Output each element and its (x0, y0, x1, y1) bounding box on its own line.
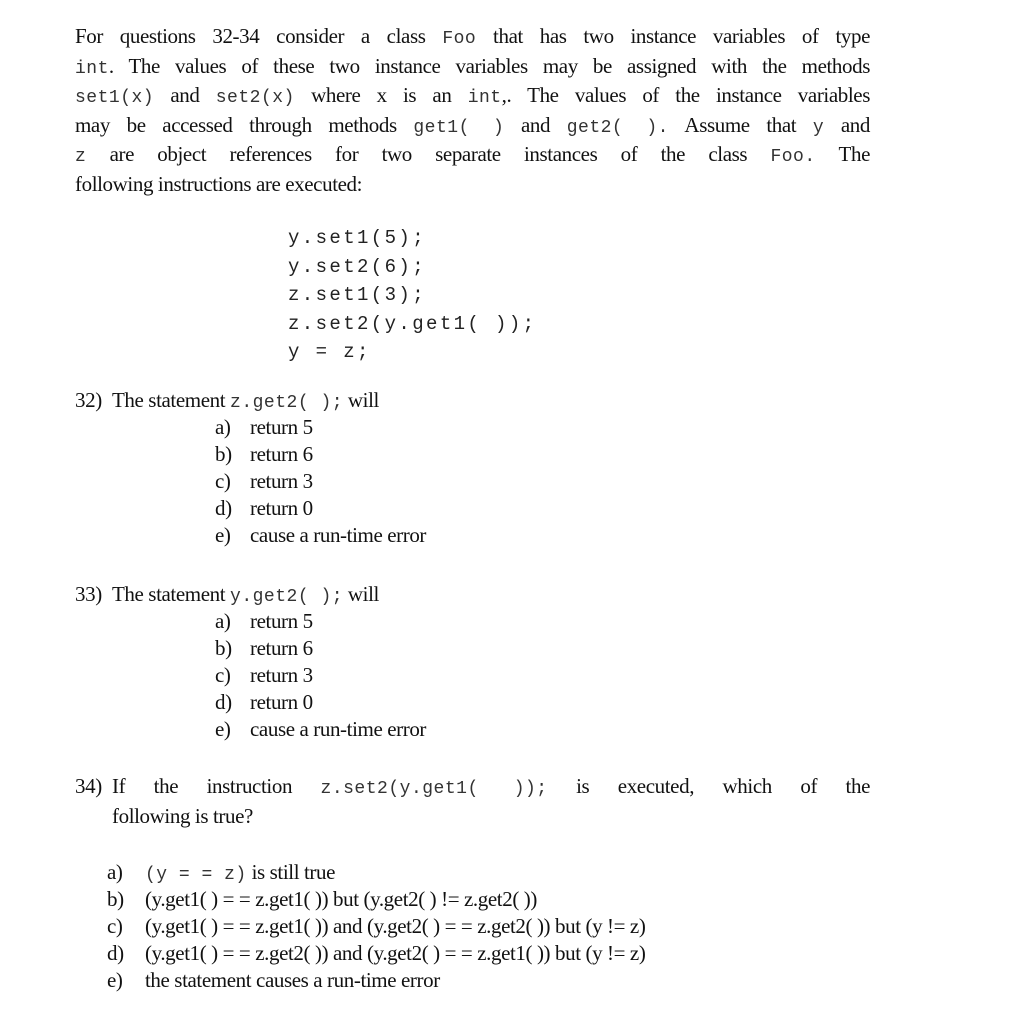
stem-line: following is true? (112, 803, 253, 828)
option-label: e) (107, 968, 123, 992)
text: If the instruction (112, 774, 321, 798)
text: . The values of these two instance variables may be assigned with the methods (108, 53, 870, 78)
option (215, 608, 870, 635)
code-line: y = z; (288, 341, 371, 363)
option-text: return 0 (250, 690, 313, 714)
option (215, 441, 870, 468)
option-text: (y.get1( ) = = z.get1( )) and (y.get2( ) = = z.get2( )) but (y != z) (145, 914, 646, 938)
question-stem (75, 580, 870, 608)
intro-line (75, 111, 870, 141)
question-number: 32) (75, 388, 102, 412)
option (107, 886, 870, 913)
intro-line (75, 22, 870, 52)
option-label: a) (215, 609, 231, 633)
text: where x is an (294, 83, 468, 107)
option-text: return 5 (250, 609, 313, 633)
question-stem (75, 772, 870, 831)
option-text: return 3 (250, 469, 313, 493)
text: are object references for two separate instances of the class (86, 142, 771, 166)
code-text: set2(x) (215, 88, 295, 108)
option-text: is still true (246, 860, 336, 884)
text: The (815, 142, 870, 166)
code-text: int (75, 58, 109, 79)
option-label: a) (215, 415, 231, 439)
code-text: z (75, 147, 87, 167)
option-text: return 3 (250, 663, 313, 687)
option (215, 414, 870, 441)
option-label: d) (107, 941, 124, 965)
intro-paragraph (75, 22, 870, 199)
code-text: y.get2( ); (230, 587, 344, 607)
code-text: int (467, 88, 502, 108)
text: For questions 32-34 consider a class (75, 24, 443, 48)
option-text: return 0 (250, 496, 313, 520)
option-label: c) (215, 663, 231, 687)
option-label: e) (215, 717, 231, 741)
code-text: get2( ). (566, 117, 669, 138)
option (107, 913, 870, 940)
code-block (288, 224, 536, 367)
intro-line (75, 52, 870, 82)
text: The statement (112, 582, 231, 606)
code-text: y (812, 117, 825, 138)
question-stem (75, 386, 870, 414)
option (215, 662, 870, 689)
option-text: return 6 (250, 442, 313, 466)
option-text: the statement causes a run-time error (145, 968, 440, 992)
option-text: (y.get1( ) = = z.get2( )) and (y.get2( ) = = z.get1( )) but (y != z) (145, 941, 646, 965)
option-label: b) (215, 636, 232, 660)
question-34 (75, 772, 870, 994)
option (215, 635, 870, 662)
option-label: b) (107, 887, 124, 911)
intro-line (75, 170, 870, 200)
option-label: c) (107, 914, 123, 938)
code-text: z.get2( ); (230, 393, 344, 413)
code-line: y.set1(5); (288, 227, 427, 249)
option (215, 468, 870, 495)
code-line: z.set1(3); (288, 284, 427, 306)
option (215, 689, 870, 716)
option-label: e) (215, 523, 231, 547)
option-label: b) (215, 442, 232, 466)
option (107, 967, 870, 994)
text: The statement (112, 388, 231, 412)
text: will (343, 388, 379, 412)
text: and (504, 112, 567, 137)
question-32 (75, 386, 870, 549)
text: is executed, which of the (547, 774, 870, 798)
text: ,. The values of the instance variables (501, 83, 870, 107)
code-text: (y = = z) (145, 865, 247, 885)
code-line: z.set2(y.get1( )); (288, 312, 537, 335)
text: will (343, 582, 379, 606)
text: that has two instance variables of type (476, 24, 870, 48)
text: and (824, 112, 870, 137)
text: Assume that (668, 112, 813, 137)
question-number: 34) (75, 774, 102, 798)
code-text: set1(x) (75, 88, 155, 108)
question-33 (75, 580, 870, 743)
option-text: cause a run-time error (250, 717, 427, 741)
code-line: y.set2(6); (288, 255, 427, 278)
option-label: c) (215, 469, 231, 493)
option-text: (y.get1( ) = = z.get1( )) but (y.get2( ) != z.get2( )) (145, 887, 537, 911)
option-text: cause a run-time error (250, 523, 427, 547)
code-text: get1( ) (413, 117, 505, 138)
text: and (154, 83, 216, 107)
option-text: return 5 (250, 415, 313, 439)
intro-line (75, 140, 870, 170)
text: following instructions are executed: (75, 171, 363, 196)
intro-line (75, 81, 870, 111)
code-text: Foo. (770, 147, 816, 167)
option-label: d) (215, 690, 232, 714)
option-label: a) (107, 860, 123, 884)
option (215, 495, 870, 522)
option-label: d) (215, 496, 232, 520)
option (107, 859, 870, 886)
stem-line (112, 772, 870, 802)
option (215, 522, 870, 549)
code-text: Foo (442, 29, 477, 49)
text: may be accessed through methods (75, 112, 414, 137)
code-text: z.set2(y.get1( )); (320, 779, 548, 799)
question-number: 33) (75, 582, 102, 606)
option (107, 940, 870, 967)
option (215, 716, 870, 743)
option-text: return 6 (250, 636, 313, 660)
